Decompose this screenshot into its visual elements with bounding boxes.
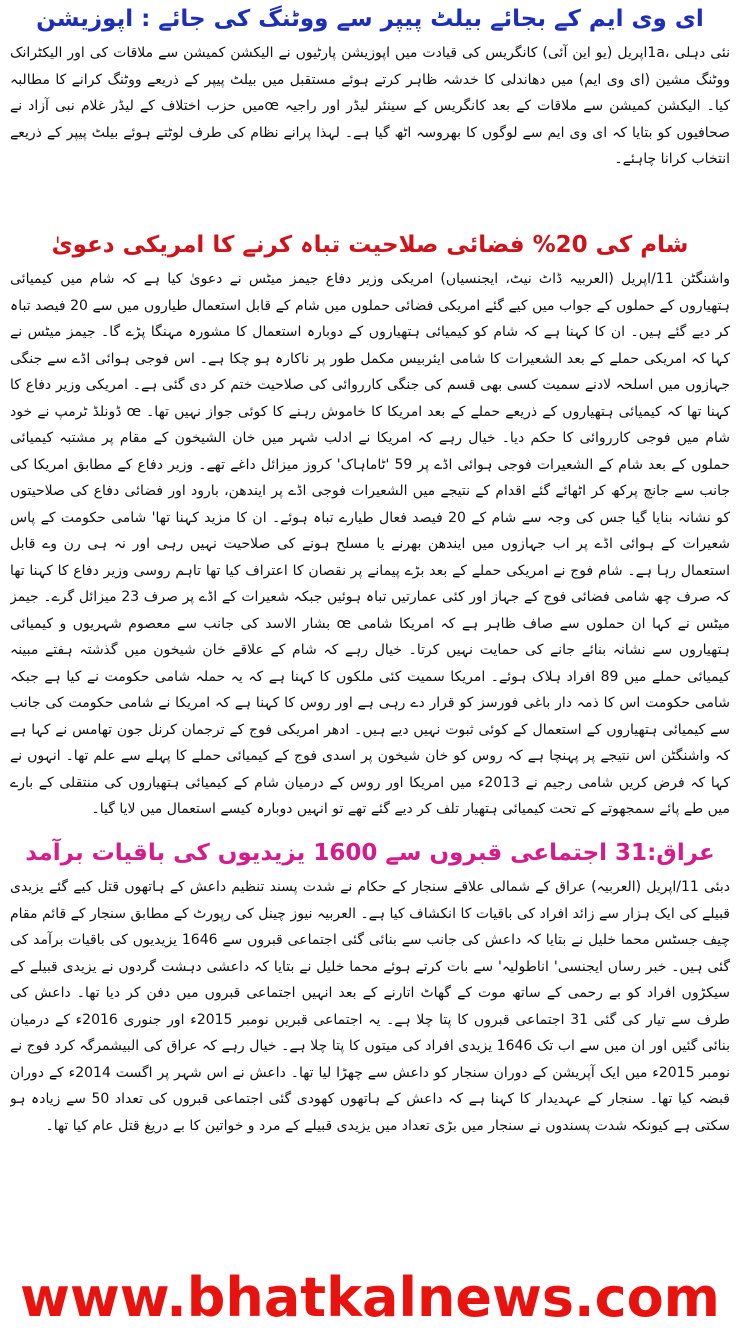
article-body-iraq: دبئی 11/اپریل (العربیہ) عراق کے شمالی علاقے سنجار کے حکام نے شدت پسند تنظیم داعش کے ہاتھوں قتل کیے گئے یزیدی قبیلے کی ایک ہزار سے زائد افراد کی باقیات کا انکشاف کیا ہے۔ العربیہ نیوز چینل کی رپورٹ کے مطابق سنجار کے قائم مقام چیف جسٹس محما خلیل نے بتایا کہ داعش کی جانب سے بنائی گئی اجتماعی قبروں سے 1646 یزیدیوں کی باقیات برآمد کی گئی ہیں۔ خبر رساں ایجنسی' اناطولیہ' سے بات کرتے ہوئے محما خلیل نے بتایا کہ داعشی دہشت گردوں نے یزیدی قبیلے کے سیکڑوں افراد کو بے رحمی کے ساتھ موت کے گھاٹ اتارنے کے بعد انہیں اجتماعی قبروں میں دفن کر دیا تھا۔ داعش کی طرف سے تیار کی گئی 31 اجتماعی قبروں کا پتا چلا ہے۔ یہ اجتماعی قبریں نومبر 2015ء اور جنوری 2016ء کے درمیان بنائی گئیں اور ان میں سے اب تک 1646 یزیدی افراد کی میتوں کا پتا چلا ہے۔ خیال رہے کہ عراق کی البیشمرگہ کرد فوج نے نومبر 2015ء میں ایک آپریشن کے دوران سنجار کو داعش سے چھڑا لیا تھا۔ داعش نے اس شہر پر اگست 2014ء کے دوران قبضہ کیا تھا۔ سنجار کے عہدیدار کا کہنا ہے کہ داعش کے ہاتھوں کھودی گئی اجتماعی قبروں کی تعداد 50 سے زیادہ ہو سکتی ہے کیونکہ شدت پسندوں نے سنجار میں بڑی تعداد میں یزیدی قبیلے کے مرد و خواتین کا بے دریغ قتل عام کیا تھا۔ [10, 879, 730, 1134]
article-body-syria: واشنگٹن 11/اپریل (العربیہ ڈاٹ نیٹ، ایجنسیاں) امریکی وزیر دفاع جیمز میٹس نے دعویٰ کیا ہے کہ شام میں کیمیائی ہتھیاروں کے حملوں کے جواب میں کیے گئے امریکی فضائی حملوں میں شام کے قابل استعمال طیاروں میں سے 20 فیصد تباہ کر دیے گئے ہیں۔ ان کا کہنا ہے کہ شام کو کیمیائی ہتھیاروں کے دوبارہ استعمال کا مشورہ مہنگا پڑے گا۔ جیمز میٹس نے کہا کہ امریکی حملے کے بعد الشعیرات کا شامی ایئربیس مکمل طور پر ناکارہ ہو چکا ہے۔ اس فوجی ہوائی اڈے سے جنگی جہازوں میں اسلحہ لادنے سمیت کسی بھی قسم کی جنگی کارروائی کی صلاحیت ختم کر دی گئی ہے۔ امریکی وزیر دفاع کا کہنا تھا کہ کیمیائی ہتھیاروں کے ذریعے حملے کے بعد امریکا کا خاموش رہنے کا کوئی جواز نہیں تھا۔ œ ڈونلڈ ٹرمپ نے خود شام میں فوجی کارروائی کا حکم دیا۔ خیال رہے کہ امریکا نے ادلب شہر میں خان الشیخون کے مقام پر مشتبہ کیمیائی حملوں کے بعد شام کے الشعیرات فوجی ہوائی اڈے پر 59 'ٹاماہاک' کروز میزائل داغے تھے۔ وزیر دفاع کے مطابق امریکا کی جانب سے جانچ پرکھ کر اٹھائے گئے اقدام کے نتیجے میں الشعیرات فوجی اڈے پر ایندھن، بارود اور فضائی دفاع کی صلاحیتوں کو نشانہ بنایا گیا جس کی وجہ سے شام کے 20 فیصد فعال طیارے تباہ ہوئے۔ ان کا مزید کہنا تھا' شامی حکومت کے پاس شعیرات کے ہوائی اڈے پر اب جہازوں میں ایندھن بھرنے یا مسلح ہونے کی صلاحیت نہیں رہی اور نہ ہی رن وے قابل استعمال رہا ہے۔ شام فوج نے امریکی حملے کے بعد بڑے پیمانے پر نقصان کا اعتراف کیا تھا تاہم روسی وزیر دفاع کا کہنا تھا کہ صرف چھ شامی فضائی فوج کے جہاز اور کئی عمارتیں تباہ ہوئیں جبکہ شعیرات کے اڈے پر صرف 23 میزائل گرے۔ جیمز میٹس نے کہا ان حملوں سے صاف ظاہر ہے کہ امریکا شامی œ بشار الاسد کی جانب سے معصوم شہریوں و کیمیائی ہتھیاروں سے نشانہ بنائے جانے کی حمایت نہیں کرتا۔ خیال رہے کہ شام کے علاقے خان شیخون میں گذشتہ ہفتے مبینہ کیمیائی حملے میں 89 افراد ہلاک ہوئے۔ امریکا سمیت کئی ملکوں کا کہنا ہے کہ یہ حملہ شامی حکومت نے کیا ہے جبکہ شامی حکومت اس کا ذمہ دار باغی فورسز کو قرار دے رہی ہے اور روس کا کہنا ہے کہ امریکا نے شامی حکومت کی جانب سے کیمیائی ہتھیاروں کے استعمال کے کوئی ثبوت نہیں دیے ہیں۔ ادھر امریکی فوج کے ترجمان کرنل جون تھامس نے کہا ہے کہ واشنگٹن اس نتیجے پر پہنچا ہے کہ روس کو خان شیخون پر اسدی فوج کے کیمیائی حملے کا پہلے سے علم تھا۔ انہوں نے کہا کہ فرض کریں شامی رجیم نے 2013ء میں امریکا اور روس کے درمیان شام کے کیمیائی ہتھیاروں کی منتقلی کے بارے میں طے پائے سمجھوتے کے تحت کیمیائی ہتھیار تلف کر دیے گئے تھے تو انہیں دوبارہ کیسے استعمال میں لایا گیا۔ [10, 271, 730, 817]
article-syria-airpower [0, 230, 740, 826]
site-url-footer[interactable]: www.bhatkalnews.com [20, 1266, 720, 1329]
article-evm-opposition [0, 4, 740, 202]
headline-syria: شام کی 20% فضائی صلاحیت تباہ کرنے کا امریکی دعویٰ [51, 232, 689, 258]
headline-evm: ای وی ایم کے بجائے بیلٹ پیپر سے ووٹنگ کی جائے : اپوزیشن [36, 6, 704, 32]
article-body-evm: نئی دہلی ،1aاپریل (یو این آئی) کانگریس کی قیادت میں اپوزیشن پارٹیوں نے الیکشن کمیشن سے ملاقات کی اور الیکٹرانک ووٹنگ مشین (ای وی ایم) میں دھاندلی کا خدشہ ظاہر کرتے ہوئے مستقبل میں بیلٹ پیپر کے ذریعے ووٹنگ کرانے کا مطالبہ کیا۔ الیکشن کمیشن سے ملاقات کے بعد کانگریس کے سینئر لیڈر اور راجیہ œمیں حزب اختلاف کے لیڈر غلام نبی آزاد نے صحافیوں کو بتایا کہ ای وی ایم سے لوگوں کا بھروسہ اٹھ گیا ہے۔ لہذا پرانے نظام کی طرف لوٹتے ہوئے بیلٹ پیپر کے ذریعے انتخاب کرانا چاہئے۔ [10, 45, 730, 167]
headline-iraq: عراق:31 اجتماعی قبروں سے 1600 یزیدیوں کی باقیات برآمد [25, 840, 715, 866]
article-iraq-yazidi [0, 838, 740, 1276]
